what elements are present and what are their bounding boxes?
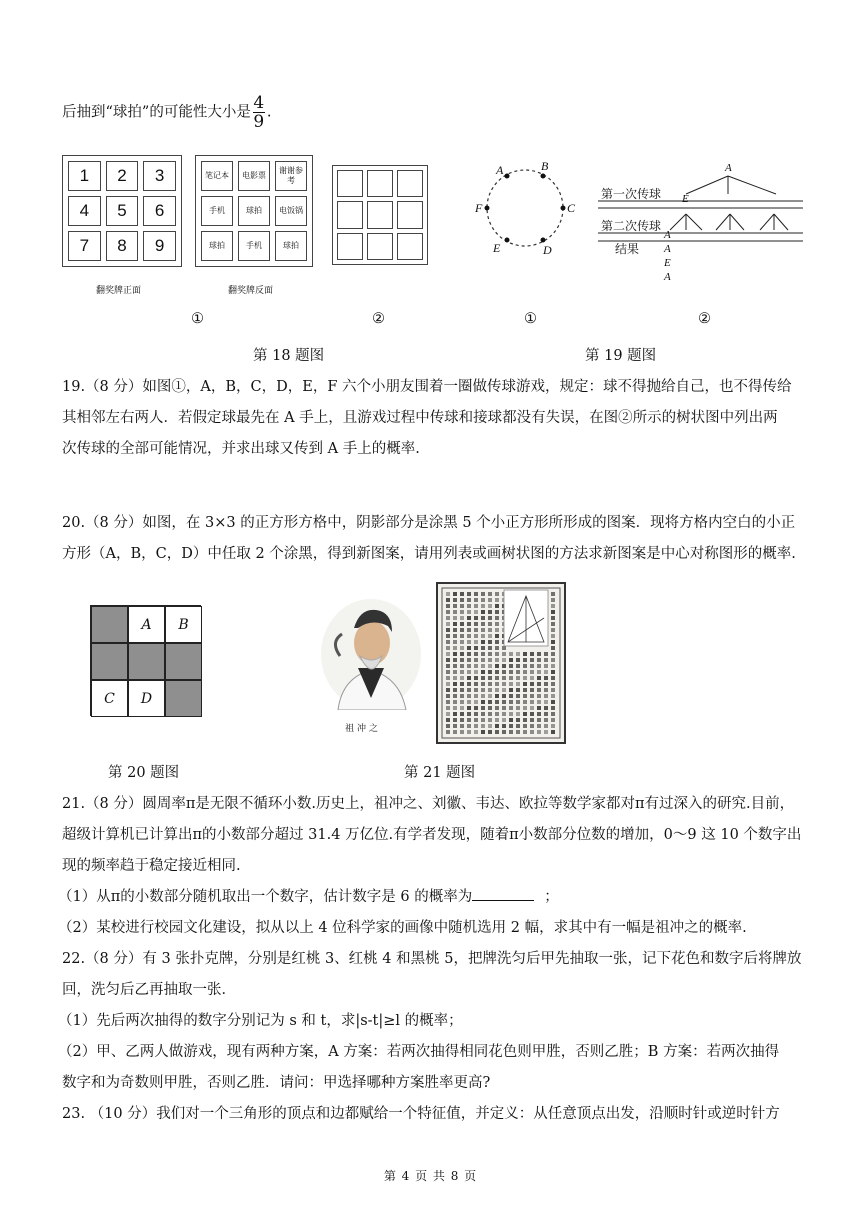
back-card-text: 电影票	[242, 171, 266, 180]
fig21-caption: 第 21 题图	[404, 765, 476, 781]
front-card-cell: 5	[106, 196, 139, 226]
ancient-book-page	[436, 582, 566, 744]
fig20-shaded-grid	[90, 605, 201, 716]
fig18-label-2: ②	[372, 311, 385, 327]
q21-sub1-suffix: ；	[544, 889, 559, 905]
point-label-f: F	[475, 201, 483, 215]
tree-row2-label: 第二次传球	[601, 219, 662, 233]
q21-sub1-text: （1）从π的小数部分随机取出一个数字，估计数字是 6 的概率为	[58, 889, 473, 905]
back-card-cell	[238, 231, 270, 261]
q22-line: （2）甲、乙两人做游戏，现有两种方案，A 方案：若两次抽得相同花色则甲胜，否则乙胜；B 方案：若两次抽得	[58, 1044, 780, 1060]
tree-result-1: A	[664, 229, 671, 241]
back-card-cell	[238, 196, 270, 226]
front-card-cell: 8	[106, 231, 139, 261]
empty-cell	[337, 233, 363, 260]
q22-line: （1）先后两次抽得的数字分别记为 s 和 t，求|s-t|≥l 的概率；	[58, 1013, 463, 1029]
blank-cell	[128, 680, 165, 717]
point-label-a: A	[496, 163, 504, 177]
shaded-cell	[165, 643, 202, 680]
shaded-cell	[91, 606, 128, 643]
q22-line: 数字和为奇数则甲胜，否则乙胜．请问：甲选择哪种方案胜率更高?	[62, 1075, 491, 1091]
tree-row3-label: 结果	[615, 242, 640, 256]
back-card-cell	[275, 196, 307, 226]
point-label-c: C	[567, 201, 576, 215]
answer-blank	[472, 886, 534, 901]
pass-ball-circle-diagram	[470, 155, 585, 260]
front-card-cell: 6	[143, 196, 176, 226]
cell-letter: C	[104, 690, 115, 707]
cell-letter: D	[140, 690, 153, 707]
fig20-caption: 第 20 题图	[108, 765, 180, 781]
empty-cell	[397, 170, 423, 197]
fraction-denominator: 9	[253, 112, 265, 132]
q22-line: 22.（8 分）有 3 张扑克牌，分别是红桃 3、红桃 4 和黑桃 5，把牌洗匀后甲先抽取一张，记下花色和数字后将牌放	[62, 951, 802, 967]
front-card-cell: 9	[143, 231, 176, 261]
question-20	[62, 508, 810, 570]
tree-result-4: A	[664, 271, 671, 283]
tree-row1-label: 第一次传球	[601, 187, 662, 201]
question-19	[62, 372, 810, 465]
q21-sub2: （2）某校进行校园文化建设，拟从以上 4 位科学家的画像中随机选用 2 幅，求其中有一幅是祖冲之的概率.	[58, 920, 747, 936]
back-card-cell	[201, 196, 233, 226]
back-card-cell	[201, 231, 233, 261]
tree-e-label: E	[682, 193, 689, 205]
q19-line: 19.（8 分）如图①，A，B，C，D，E，F 六个小朋友围着一圈做传球游戏，规定：球不得抛给自己，也不得传给	[62, 379, 792, 395]
q21-sub1	[58, 882, 810, 913]
back-card-text: 手机	[246, 241, 262, 250]
back-card-cell	[238, 161, 270, 191]
front-card-cell: 3	[143, 161, 176, 191]
shaded-cell	[91, 643, 128, 680]
shaded-cell	[128, 643, 165, 680]
back-card-cell	[275, 161, 307, 191]
tree-diagram	[598, 158, 803, 288]
q19-line: 次传球的全部可能情况，并求出球又传到 A 手上的概率.	[62, 441, 420, 457]
cell-letter: A	[141, 616, 152, 633]
back-card-text: 手机	[209, 206, 225, 215]
fig18-caption: 第 18 题图	[253, 348, 325, 364]
q21-line: 21.（8 分）圆周率π是无限不循环小数.历史上，祖冲之、刘徽、韦达、欧拉等数学家都对π有过深入的研究.目前，	[62, 796, 795, 812]
back-card-text: 电饭锅	[279, 206, 303, 215]
q19-line: 其相邻左右两人．若假定球最先在 A 手上，且游戏过程中传球和接球都没有失误，在图②所示的树状图中列出两	[62, 410, 778, 426]
cell-letter: B	[178, 616, 189, 633]
page-footer: 第 4 页 共 8 页	[383, 1169, 477, 1183]
back-card-text: 球拍	[283, 241, 299, 250]
empty-cell	[367, 201, 393, 228]
q23-line: 23. （10 分）我们对一个三角形的顶点和边都赋给一个特征值，并定义：从任意顶点出发，沿顺时针或逆时针方	[62, 1106, 780, 1122]
fig19-caption: 第 19 题图	[585, 348, 657, 364]
portrait-label: 祖冲之	[345, 723, 382, 733]
fig19-label-2: ②	[698, 311, 711, 327]
front-card-cell: 7	[68, 231, 101, 261]
tree-result-3: E	[664, 257, 671, 269]
tree-result-2: A	[664, 243, 671, 255]
question-23	[62, 1099, 810, 1130]
front-card-cell: 1	[68, 161, 101, 191]
empty-cell	[367, 233, 393, 260]
front-card-cell: 4	[68, 196, 101, 226]
empty-cell	[367, 170, 393, 197]
prize-card-back-label: 翻奖牌反面	[228, 285, 274, 295]
intro-prefix: 后抽到“球拍”的可能性大小是	[62, 104, 251, 121]
empty-cell	[397, 201, 423, 228]
fraction	[253, 94, 265, 131]
q20-line: 方形（A，B，C，D）中任取 2 个涂黑，得到新图案，请用列表或画树状图的方法求新图案是中心对称图形的概率.	[62, 546, 796, 562]
point-label-e: E	[493, 241, 501, 255]
empty-grid	[332, 165, 428, 265]
empty-cell	[337, 201, 363, 228]
fraction-numerator: 4	[253, 93, 265, 113]
fig18-label-1: ①	[191, 311, 204, 327]
empty-cell	[337, 170, 363, 197]
fig19-label-1: ①	[524, 311, 537, 327]
q21-line: 超级计算机已计算出π的小数部分超过 31.4 万亿位.有学者发现，随着π小数部分位数的增加，0～9 这 10 个数字出	[62, 827, 802, 843]
prize-card-back-grid	[195, 155, 313, 267]
prize-card-front-label: 翻奖牌正面	[96, 285, 142, 295]
back-card-text: 谢谢参考	[279, 166, 303, 185]
empty-cell	[397, 233, 423, 260]
point-label-b: B	[541, 159, 549, 173]
question-22	[58, 944, 810, 1099]
blank-cell	[91, 680, 128, 717]
question-21	[58, 789, 810, 944]
back-card-text: 球拍	[246, 206, 262, 215]
point-label-d: D	[543, 243, 552, 257]
back-card-cell	[201, 161, 233, 191]
blank-cell	[128, 606, 165, 643]
shaded-cell	[165, 680, 202, 717]
portrait-illustration	[320, 598, 422, 710]
blank-cell	[165, 606, 202, 643]
prize-card-front-grid	[62, 155, 182, 267]
front-card-cell: 2	[106, 161, 139, 191]
intro-suffix: .	[266, 104, 272, 121]
q20-line: 20.（8 分）如图，在 3×3 的正方形方格中，阴影部分是涂黑 5 个小正方形所形成的图案．现将方格内空白的小正	[62, 515, 796, 531]
back-card-cell	[275, 231, 307, 261]
back-card-text: 笔记本	[205, 171, 229, 180]
q21-line: 现的频率趋于稳定接近相同.	[62, 858, 241, 874]
tree-root-label: A	[725, 162, 732, 174]
intro-line	[62, 94, 271, 131]
q22-line: 回，洗匀后乙再抽取一张．	[62, 982, 236, 998]
back-card-text: 球拍	[209, 241, 225, 250]
